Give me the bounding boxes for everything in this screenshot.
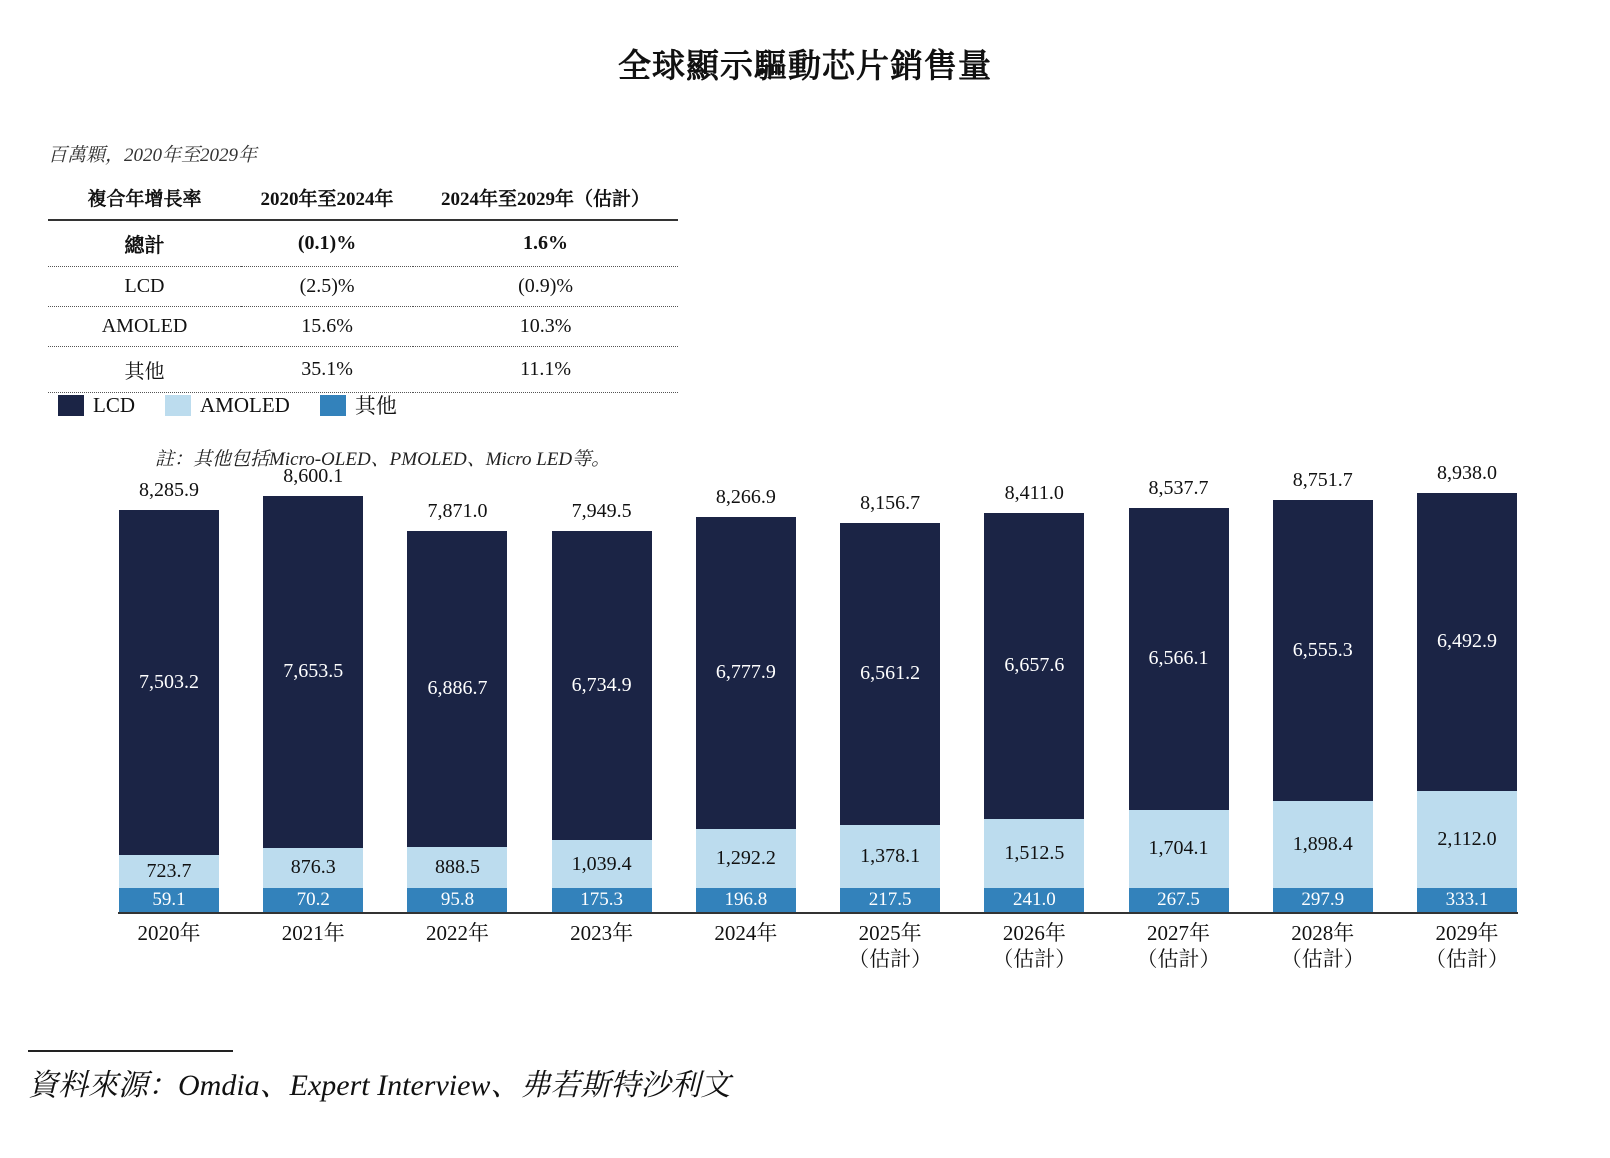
bar-column xyxy=(1272,468,1374,912)
bar-total-label: 8,600.1 xyxy=(283,465,344,487)
bar-total-label: 8,411.0 xyxy=(1004,481,1064,504)
bar-segment-amoled xyxy=(1273,801,1373,888)
cagr-value-period-1: (0.1)% xyxy=(297,232,357,254)
legend-swatch-icon xyxy=(58,395,84,416)
bar-segment-lcd-value: 6,657.6 xyxy=(1004,654,1065,677)
x-axis-label xyxy=(551,920,653,973)
legend-label: 其他 xyxy=(354,394,397,418)
bar-segment-lcd-value: 6,555.3 xyxy=(1292,638,1353,661)
chart-note: 註：其他包括Micro-OLED、PMOLED、Micro LED等。 xyxy=(155,449,611,470)
bar-segment-amoled xyxy=(696,829,796,888)
bar-segment-amoled xyxy=(407,847,507,888)
x-axis-label-year: 2022年 xyxy=(425,921,489,945)
x-axis-label-year: 2028年 xyxy=(1291,921,1355,945)
bar-segment-other-value: 267.5 xyxy=(1157,889,1200,910)
bar-segment-lcd-value: 7,503.2 xyxy=(139,670,199,693)
x-axis-label-estimate: （估計） xyxy=(848,947,933,972)
bar-segment-amoled-value: 1,704.1 xyxy=(1148,837,1209,860)
bar-segment-amoled-value: 1,039.4 xyxy=(571,852,632,875)
cagr-table xyxy=(48,178,678,393)
cagr-value-period-1: 35.1% xyxy=(301,358,353,380)
bar-segment-lcd-value: 6,777.9 xyxy=(715,661,776,684)
bar-column xyxy=(839,480,941,912)
bar-segment-other xyxy=(840,888,940,912)
bar-segment-other xyxy=(984,888,1084,912)
bar-column xyxy=(118,480,220,912)
bar-segment-lcd xyxy=(552,531,652,841)
bar-segment-amoled-value: 723.7 xyxy=(146,859,192,882)
bar-segment-other xyxy=(407,888,507,912)
legend-item-amoled xyxy=(165,393,290,418)
bar-column xyxy=(262,465,364,912)
bar-total-label: 8,938.0 xyxy=(1436,461,1497,484)
x-axis-label xyxy=(695,920,797,973)
cagr-row-label: 總計 xyxy=(124,235,165,257)
x-axis-label-estimate: （估計） xyxy=(1280,947,1365,972)
bar-column xyxy=(983,480,1085,912)
x-axis-label-year: 2024年 xyxy=(714,921,778,945)
legend-label: LCD xyxy=(93,392,135,417)
x-axis-label xyxy=(839,920,941,973)
bar-segment-amoled-value: 1,512.5 xyxy=(1004,841,1065,864)
bar-segment-amoled xyxy=(1417,791,1517,888)
bar-segment-amoled xyxy=(552,840,652,888)
bar-column xyxy=(1128,476,1230,912)
bar-segment-other xyxy=(552,888,652,912)
bar-segment-other xyxy=(1417,888,1517,912)
bar-total-label: 8,156.7 xyxy=(860,492,921,515)
bar-total-label: 8,285.9 xyxy=(139,478,199,501)
column-header-period-1: 2020年至2024年 xyxy=(260,189,394,210)
bar-segment-lcd-value: 6,886.7 xyxy=(427,677,488,700)
legend-swatch-icon xyxy=(320,395,346,416)
cagr-row-label: AMOLED xyxy=(101,315,188,337)
table-row xyxy=(48,267,678,307)
legend-label: AMOLED xyxy=(200,392,290,417)
bar-segment-amoled xyxy=(263,848,363,888)
bar-segment-other-value: 241.0 xyxy=(1012,889,1056,910)
x-axis-label-year: 2020年 xyxy=(137,921,201,945)
x-axis-label xyxy=(262,920,364,973)
legend xyxy=(58,390,397,420)
bar-segment-lcd xyxy=(1417,493,1517,791)
table-row xyxy=(48,347,678,393)
legend-item-lcd xyxy=(58,393,135,418)
bar-segment-lcd-value: 7,653.5 xyxy=(283,660,344,683)
bar-segment-amoled-value: 1,898.4 xyxy=(1292,832,1353,855)
bar-total-label: 7,871.0 xyxy=(427,499,488,522)
x-axis-label xyxy=(118,920,220,973)
bar-segment-lcd xyxy=(840,523,940,825)
source-note: 資料來源：Omdia、Expert Interview、弗若斯特沙利文 xyxy=(28,1069,731,1102)
bar-segment-lcd-value: 6,566.1 xyxy=(1148,647,1209,670)
x-axis-label xyxy=(1272,920,1374,973)
x-axis-label-estimate: （估計） xyxy=(992,947,1077,972)
cagr-value-period-2: 1.6% xyxy=(523,232,569,254)
bar-segment-amoled xyxy=(984,819,1084,889)
axis-baseline xyxy=(118,912,1518,914)
bar-segment-other-value: 196.8 xyxy=(724,889,768,910)
x-axis-label xyxy=(983,920,1085,973)
bar-segment-lcd xyxy=(263,496,363,848)
x-axis-label-year: 2026年 xyxy=(1002,921,1066,945)
table-header-row xyxy=(48,178,678,220)
x-axis-label-estimate: （估計） xyxy=(1424,947,1509,972)
cagr-row-label: LCD xyxy=(124,275,165,297)
bar-segment-amoled xyxy=(119,855,219,888)
bar-column xyxy=(695,480,797,912)
x-axis-labels xyxy=(118,920,1518,973)
x-axis-label xyxy=(1416,920,1518,973)
bar-segment-amoled xyxy=(840,825,940,888)
cagr-value-period-2: 10.3% xyxy=(519,315,572,337)
bar-segment-other-value: 297.9 xyxy=(1301,889,1345,910)
source-divider xyxy=(28,1050,233,1052)
x-axis-label-year: 2025年 xyxy=(858,921,922,945)
stacked-bar-chart xyxy=(0,461,1610,972)
bar-segment-other-value: 59.1 xyxy=(152,889,186,910)
x-axis-label-estimate: （估計） xyxy=(1136,947,1221,972)
bar-total-label: 8,537.7 xyxy=(1148,476,1209,499)
table-row xyxy=(48,220,678,267)
bar-segment-other xyxy=(696,888,796,912)
bar-segment-amoled xyxy=(1129,810,1229,888)
unit-note: 百萬顆，2020年至2029年 xyxy=(48,145,258,166)
bar-segment-other-value: 333.1 xyxy=(1445,889,1489,910)
x-axis-label xyxy=(1128,920,1230,973)
x-axis-label-year: 2029年 xyxy=(1435,921,1499,945)
column-header-period-2: 2024年至2029年（估計） xyxy=(441,189,651,210)
column-header-metric: 複合年增長率 xyxy=(87,189,202,210)
bar-segment-other xyxy=(263,888,363,912)
bar-segment-other-value: 217.5 xyxy=(868,889,912,910)
bar-segment-other-value: 95.8 xyxy=(440,889,475,910)
bar-total-label: 8,266.9 xyxy=(715,486,776,509)
bar-column xyxy=(406,480,508,912)
plot-area xyxy=(118,461,1518,912)
cagr-value-period-1: 15.6% xyxy=(301,315,353,337)
legend-swatch-icon xyxy=(165,395,191,416)
legend-item-其他 xyxy=(320,390,397,420)
bar-segment-lcd-value: 6,561.2 xyxy=(860,662,921,685)
bar-segment-lcd-value: 6,492.9 xyxy=(1436,630,1497,653)
x-axis-label-year: 2027年 xyxy=(1147,921,1211,945)
bar-total-label: 7,949.5 xyxy=(571,499,632,522)
bar-segment-lcd xyxy=(1129,508,1229,810)
cagr-row-label: 其他 xyxy=(124,361,165,383)
cagr-value-period-2: 11.1% xyxy=(520,358,572,380)
bar-segment-amoled-value: 888.5 xyxy=(434,856,480,879)
page-title: 全球顯示驅動芯片銷售量 xyxy=(618,47,992,84)
bar-segment-lcd xyxy=(1273,500,1373,801)
x-axis-label-year: 2023年 xyxy=(570,921,634,945)
bar-segment-other-value: 70.2 xyxy=(296,889,330,910)
table-row xyxy=(48,307,678,347)
bar-total-label: 8,751.7 xyxy=(1292,468,1353,491)
bar-segment-amoled-value: 876.3 xyxy=(290,856,336,879)
x-axis-label xyxy=(406,920,508,973)
bar-column xyxy=(1416,461,1518,912)
bar-segment-other xyxy=(1129,888,1229,912)
bar-column xyxy=(551,480,653,912)
bar-segment-lcd-value: 6,734.9 xyxy=(571,673,632,696)
bar-segment-lcd xyxy=(696,517,796,828)
bar-segment-amoled-value: 2,112.0 xyxy=(1437,827,1497,850)
bar-segment-other xyxy=(119,888,219,912)
bar-segment-lcd xyxy=(407,531,507,847)
bar-segment-other-value: 175.3 xyxy=(580,889,624,910)
bar-segment-lcd xyxy=(119,510,219,855)
cagr-value-period-2: (0.9)% xyxy=(518,275,574,297)
bar-segment-amoled-value: 1,292.2 xyxy=(715,846,776,869)
bar-segment-amoled-value: 1,378.1 xyxy=(860,844,921,867)
x-axis-label-year: 2021年 xyxy=(281,921,345,945)
bar-segment-other xyxy=(1273,888,1373,912)
bar-segment-lcd xyxy=(984,513,1084,819)
cagr-value-period-1: (2.5)% xyxy=(299,275,355,297)
